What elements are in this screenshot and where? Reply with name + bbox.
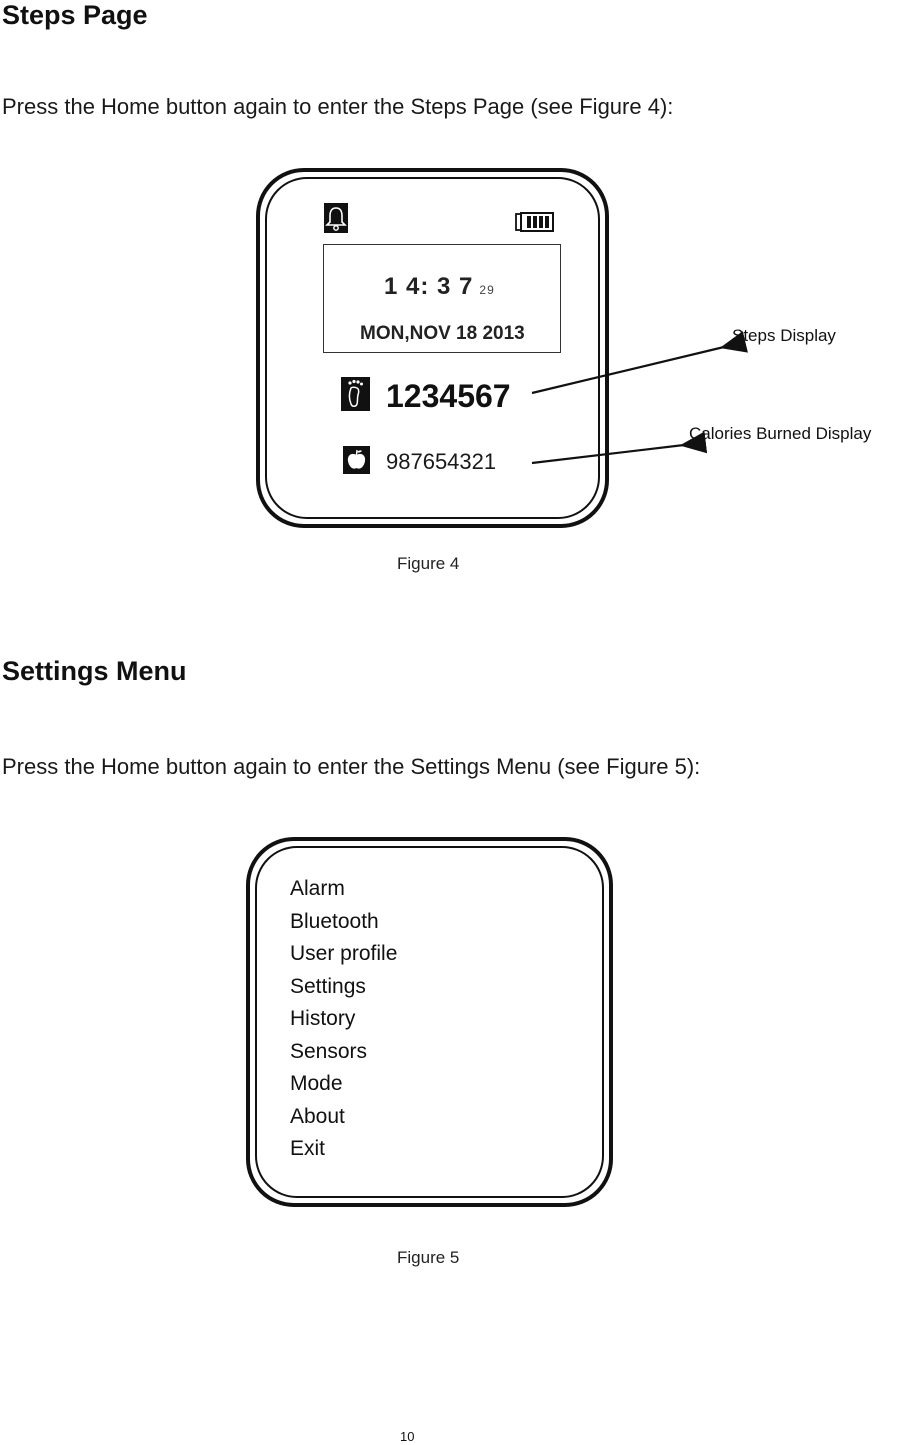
figure4-caption: Figure 4 (397, 554, 460, 573)
menu-item-user-profile[interactable]: User profile (290, 942, 398, 965)
menu-item-exit[interactable]: Exit (290, 1137, 326, 1160)
calories-display-callout: Calories Burned Display (689, 424, 872, 443)
steps-display-callout: Steps Display (732, 326, 836, 345)
menu-item-about[interactable]: About (290, 1104, 345, 1128)
calories-callout-arrow (532, 445, 684, 463)
steps-page-intro: Press the Home button again to enter the Steps Page (see Figure 4): (2, 94, 674, 119)
page-number: 10 (400, 1429, 415, 1444)
settings-menu-heading: Settings Menu (2, 656, 187, 686)
settings-menu-list (290, 873, 397, 1166)
figure5-caption: Figure 5 (397, 1248, 460, 1267)
time-value: 1 4: 3 7 (384, 273, 474, 300)
steps-page-heading: Steps Page (2, 0, 148, 30)
menu-item-sensors[interactable]: Sensors (290, 1039, 368, 1063)
seconds-value: 29 (479, 283, 495, 297)
menu-item-mode[interactable]: Mode (290, 1072, 343, 1095)
calories-count: 987654321 (386, 449, 497, 474)
callout-arrows (0, 0, 897, 600)
menu-item-settings[interactable]: Settings (290, 974, 366, 998)
menu-item-alarm[interactable]: Alarm (290, 877, 345, 900)
steps-count: 1234567 (386, 378, 511, 414)
menu-item-history[interactable]: History (290, 1007, 356, 1030)
menu-item-bluetooth[interactable]: Bluetooth (290, 909, 379, 933)
steps-callout-arrow (532, 347, 724, 393)
settings-menu-intro: Press the Home button again to enter the Settings Menu (see Figure 5): (2, 754, 701, 779)
date-readout: MON,NOV 18 2013 (360, 323, 525, 344)
